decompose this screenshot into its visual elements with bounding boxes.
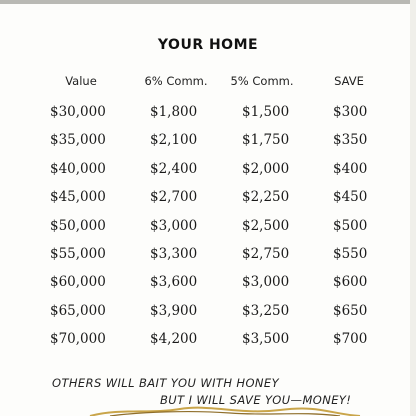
cell-save: $600	[333, 274, 368, 291]
cell-value: $65,000	[50, 302, 106, 319]
table-row	[0, 329, 416, 357]
cell-value: $40,000	[50, 160, 106, 177]
cell-5-comm: $2,500	[242, 217, 290, 234]
cell-value: $50,000	[50, 217, 106, 234]
cell-save: $650	[333, 302, 368, 319]
cell-5-comm: $2,250	[242, 189, 290, 206]
column-header-5-comm: 5% Comm.	[230, 74, 294, 88]
cell-value: $55,000	[50, 245, 106, 262]
table-row	[0, 301, 416, 329]
column-header-value: Value	[65, 74, 97, 88]
slogan-line-1: OTHERS WILL BAIT YOU WITH HONEY	[52, 376, 280, 390]
cell-5-comm: $2,750	[242, 245, 290, 262]
slogan-line-2: BUT I WILL SAVE YOU—MONEY!	[160, 393, 352, 407]
cell-6-comm: $2,100	[150, 132, 198, 149]
decorative-border	[0, 406, 416, 416]
cell-value: $60,000	[50, 274, 106, 291]
cell-save: $350	[333, 132, 368, 149]
cell-6-comm: $2,400	[150, 160, 198, 177]
column-header-6-comm: 6% Comm.	[144, 74, 208, 88]
column-header-save: SAVE	[334, 74, 364, 88]
cell-5-comm: $1,500	[242, 104, 290, 120]
cell-6-comm: $3,600	[150, 274, 198, 291]
cell-5-comm: $3,000	[242, 274, 290, 291]
cell-6-comm: $4,200	[150, 331, 198, 348]
table-row	[0, 216, 416, 244]
cell-5-comm: $3,500	[242, 331, 290, 348]
cell-save: $700	[333, 331, 368, 348]
cell-save: $300	[333, 104, 368, 120]
cell-value: $45,000	[50, 189, 106, 206]
cell-5-comm: $3,250	[242, 302, 290, 319]
cell-value: $70,000	[50, 331, 106, 348]
cell-5-comm: $1,750	[242, 132, 290, 149]
table-row	[0, 102, 416, 130]
table-row	[0, 272, 416, 300]
cell-6-comm: $3,000	[150, 217, 198, 234]
table-row	[0, 244, 416, 272]
cell-6-comm: $3,300	[150, 245, 198, 262]
cell-6-comm: $1,800	[150, 104, 198, 120]
cell-save: $450	[333, 189, 368, 206]
cell-6-comm: $2,700	[150, 189, 198, 206]
cell-save: $400	[333, 160, 368, 177]
table-row	[0, 130, 416, 158]
cell-6-comm: $3,900	[150, 302, 198, 319]
commission-table	[0, 102, 416, 358]
cell-value: $35,000	[50, 132, 106, 149]
cell-save: $500	[333, 217, 368, 234]
cell-5-comm: $2,000	[242, 160, 290, 177]
page-title: YOUR HOME	[157, 37, 259, 53]
top-border	[0, 0, 416, 4]
table-row	[0, 159, 416, 187]
table-row	[0, 187, 416, 215]
cell-save: $550	[333, 245, 368, 262]
cell-value: $30,000	[50, 104, 106, 120]
